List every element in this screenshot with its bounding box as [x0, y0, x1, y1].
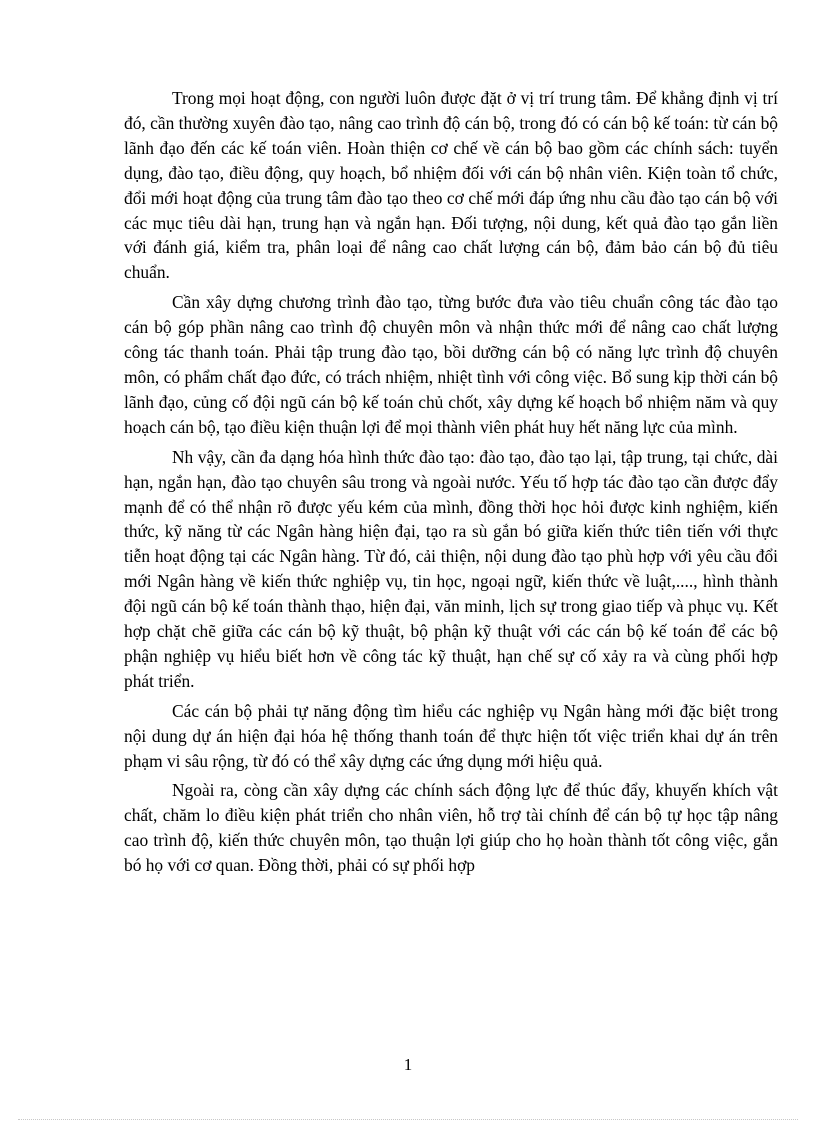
document-body	[124, 86, 778, 883]
paragraph-motivation-policies: Ngoài ra, còng cần xây dựng các chính sách động lực để thúc đẩy, khuyến khích vật chất, chăm lo điều kiện phát triển cho nhân viên, hỗ trợ tài chính để cán bộ tự học tập nâng cao trình độ, kiến thức chuyên môn, tạo thuận lợi giúp cho họ hoàn thành tốt công việc, gắn bó họ với cơ quan. Đồng thời, phải có sự phối hợp	[124, 780, 778, 876]
paragraph-training-importance: Trong mọi hoạt động, con người luôn được đặt ở vị trí trung tâm. Để khẳng định vị trí đó, cần thường xuyên đào tạo, nâng cao trình độ cán bộ, trong đó có cán bộ kế toán: từ cán bộ lãnh đạo đến các kế toán viên. Hoàn thiện cơ chế về cán bộ bao gồm các chính sách: tuyển dụng, đào tạo, điều động, quy hoạch, bổ nhiệm đối với cán bộ nhân viên. Kiện toàn tổ chức, đổi mới hoạt động của trung tâm đào tạo theo cơ chế mới đáp ứng nhu cầu đào tạo cán bộ với các mục tiêu dài hạn, trung hạn và ngắn hạn. Đối tượng, nội dung, kết quả đào tạo gắn liền với đánh giá, kiểm tra, phân loại để nâng cao chất lượng cán bộ, đảm bảo cán bộ đủ tiêu chuẩn.	[124, 88, 778, 283]
page-bottom-divider	[18, 1119, 798, 1120]
paragraph-self-learning: Các cán bộ phải tự năng động tìm hiểu các nghiệp vụ Ngân hàng mới đặc biệt trong nội dung dự án hiện đại hóa hệ thống thanh toán để thực hiện tốt việc triển khai dự án trên phạm vi sâu rộng, từ đó có thể xây dựng các ứng dụng mới hiệu quả.	[124, 700, 778, 771]
page-number: 1	[403, 1055, 413, 1074]
paragraph-training-diversification: Nh vậy, cần đa dạng hóa hình thức đào tạo: đào tạo, đào tạo lại, tập trung, tại chức, dài hạn, ngắn hạn, đào tạo chuyên sâu trong và ngoài nước. Yếu tố hợp tác đào tạo cần được đẩy mạnh để có thể nhận rõ được yếu kém của mình, đồng thời học hỏi được kinh nghiệm, kiến thức, kỹ năng từ các Ngân hàng hiện đại, tạo ra sù gắn bó giữa kiến thức tiên tiến với thực tiễn hoạt động tại các Ngân hàng. Từ đó, cải thiện, nội dung đào tạo phù hợp với yêu cầu đổi mới Ngân hàng về kiến thức nghiệp vụ, tin học, ngoại ngữ, kiến thức về luật,...., hình thành đội ngũ cán bộ kế toán thành thạo, hiện đại, văn minh, lịch sự trong giao tiếp và phục vụ. Kết hợp chặt chẽ giữa các cán bộ kỹ thuật, bộ phận kỹ thuật với các cán bộ kế toán để các bộ phận nghiệp vụ hiểu biết hơn về công tác kỹ thuật, hạn chế sự cố xảy ra và cùng phối hợp phát triển.	[124, 446, 778, 691]
paragraph-training-program: Cần xây dựng chương trình đào tạo, từng bước đưa vào tiêu chuẩn công tác đào tạo cán bộ góp phần nâng cao trình độ chuyên môn và nhận thức mới để nâng cao chất lượng công tác thanh toán. Phải tập trung đào tạo, bồi dưỡng cán bộ có năng lực trình độ chuyên môn, có phẩm chất đạo đức, có trách nhiệm, nhiệt tình với công việc. Bổ sung kịp thời cán bộ lãnh đạo, củng cố đội ngũ cán bộ kế toán chủ chốt, xây dựng kế hoạch bổ nhiệm năm và quy hoạch cán bộ, tạo điều kiện thuận lợi để mọi thành viên phát huy hết năng lực của mình.	[124, 292, 778, 437]
